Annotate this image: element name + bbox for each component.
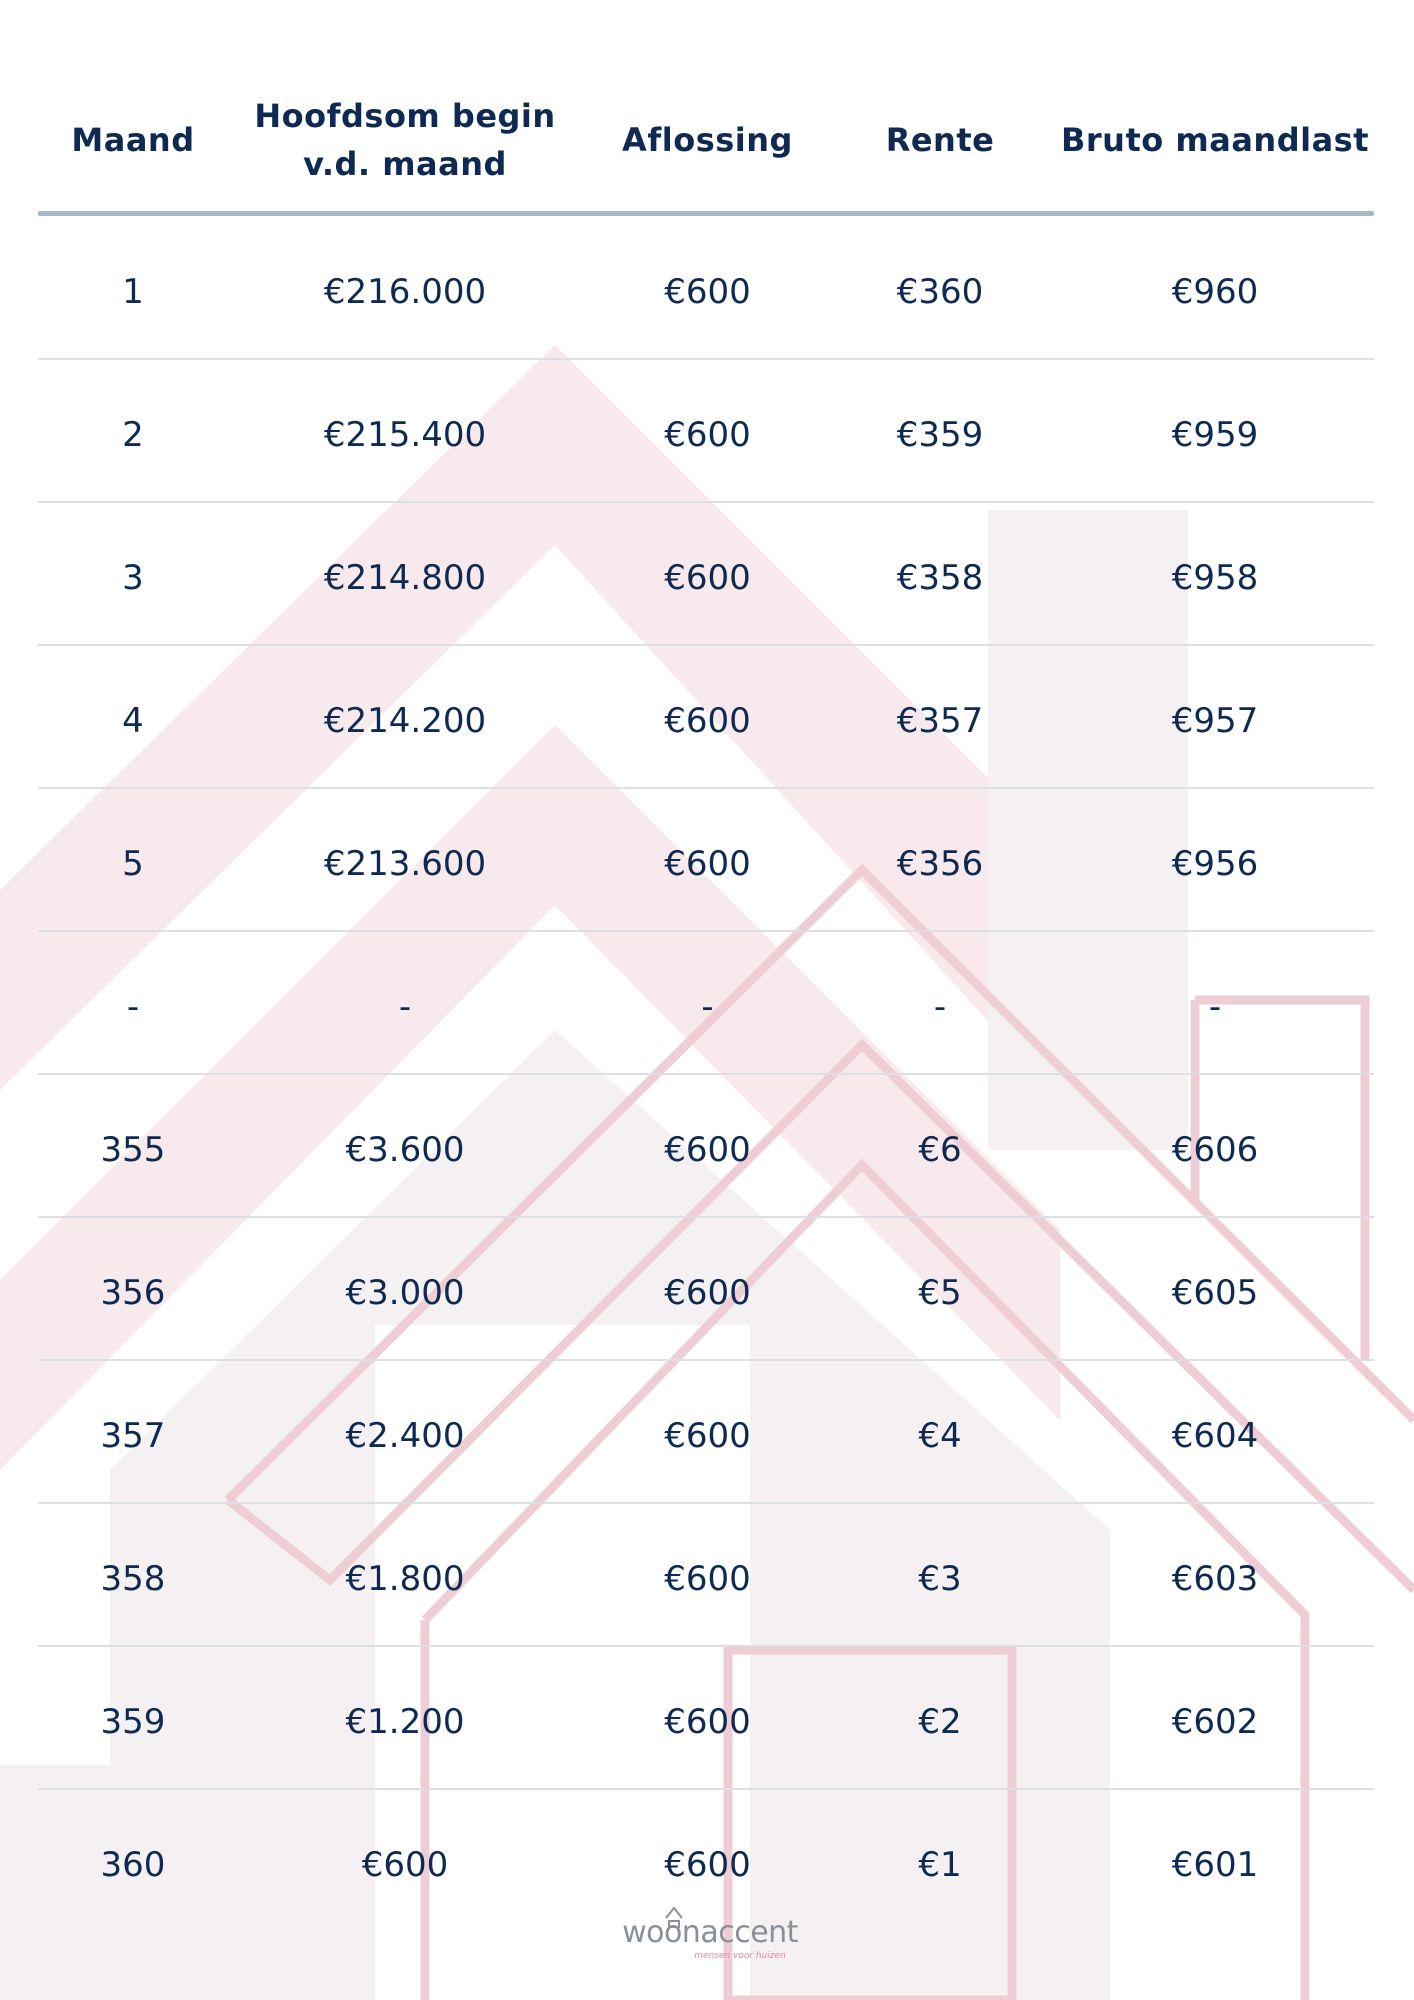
column-header-maand: Maand bbox=[71, 121, 195, 159]
row-divider bbox=[38, 930, 1374, 932]
cell-bruto-maandlast: €602 bbox=[1171, 1702, 1259, 1742]
row-divider bbox=[38, 1502, 1374, 1504]
cell-rente: €6 bbox=[918, 1130, 962, 1170]
row-divider bbox=[38, 1073, 1374, 1075]
cell-maand: 360 bbox=[100, 1845, 166, 1885]
cell-maand: - bbox=[126, 987, 140, 1027]
column-header-hoofdsom-line1: Hoofdsom begin bbox=[254, 97, 556, 135]
cell-hoofdsom: €214.200 bbox=[323, 701, 487, 741]
column-header-bruto-maandlast: Bruto maandlast bbox=[1061, 121, 1369, 159]
cell-hoofdsom: €1.800 bbox=[345, 1559, 465, 1599]
logo-wordmark: woonaccent bbox=[622, 1915, 798, 1950]
cell-maand: 3 bbox=[122, 558, 144, 598]
cell-aflossing: €600 bbox=[664, 1273, 751, 1313]
column-header-aflossing: Aflossing bbox=[622, 121, 793, 159]
cell-bruto-maandlast: €960 bbox=[1171, 272, 1259, 312]
cell-maand: 5 bbox=[122, 844, 144, 884]
column-header-hoofdsom-line2: v.d. maand bbox=[303, 145, 507, 183]
row-divider bbox=[38, 358, 1374, 360]
cell-hoofdsom: €1.200 bbox=[345, 1702, 465, 1742]
cell-bruto-maandlast: €959 bbox=[1171, 415, 1259, 455]
row-divider bbox=[38, 787, 1374, 789]
cell-bruto-maandlast: €958 bbox=[1171, 558, 1259, 598]
row-divider bbox=[38, 1359, 1374, 1361]
cell-maand: 358 bbox=[100, 1559, 166, 1599]
row-divider bbox=[38, 1645, 1374, 1647]
cell-aflossing: €600 bbox=[664, 1130, 751, 1170]
cell-aflossing: €600 bbox=[664, 701, 751, 741]
cell-aflossing: €600 bbox=[664, 844, 751, 884]
cell-maand: 1 bbox=[122, 272, 144, 312]
cell-hoofdsom: €215.400 bbox=[323, 415, 487, 455]
cell-rente: €359 bbox=[896, 415, 984, 455]
cell-bruto-maandlast: €604 bbox=[1171, 1416, 1259, 1456]
row-divider bbox=[38, 1216, 1374, 1218]
cell-hoofdsom: €216.000 bbox=[323, 272, 487, 312]
cell-maand: 355 bbox=[100, 1130, 166, 1170]
row-divider bbox=[38, 501, 1374, 503]
cell-aflossing: €600 bbox=[664, 415, 751, 455]
cell-rente: €358 bbox=[896, 558, 984, 598]
cell-aflossing: €600 bbox=[664, 1702, 751, 1742]
column-header-rente: Rente bbox=[885, 121, 995, 159]
logo-tagline: mensen voor huizen bbox=[694, 1951, 786, 1961]
cell-rente: €1 bbox=[918, 1845, 962, 1885]
cell-bruto-maandlast: €605 bbox=[1171, 1273, 1259, 1313]
cell-maand: 356 bbox=[100, 1273, 166, 1313]
house-logo-icon bbox=[662, 1906, 686, 1928]
header-divider bbox=[38, 211, 1374, 216]
cell-hoofdsom: €213.600 bbox=[323, 844, 487, 884]
cell-aflossing: €600 bbox=[664, 272, 751, 312]
cell-bruto-maandlast: €957 bbox=[1171, 701, 1259, 741]
cell-bruto-maandlast: €603 bbox=[1171, 1559, 1259, 1599]
cell-rente: €360 bbox=[896, 272, 984, 312]
cell-aflossing: €600 bbox=[664, 1845, 751, 1885]
cell-maand: 4 bbox=[122, 701, 144, 741]
cell-rente: €356 bbox=[896, 844, 984, 884]
cell-rente: €2 bbox=[918, 1702, 962, 1742]
cell-aflossing: - bbox=[701, 987, 714, 1027]
column-header-hoofdsom bbox=[240, 80, 570, 200]
cell-hoofdsom: €2.400 bbox=[345, 1416, 465, 1456]
cell-hoofdsom: €3.000 bbox=[345, 1273, 465, 1313]
cell-bruto-maandlast: - bbox=[1208, 987, 1222, 1027]
cell-maand: 357 bbox=[100, 1416, 166, 1456]
cell-aflossing: €600 bbox=[664, 558, 751, 598]
cell-bruto-maandlast: €601 bbox=[1171, 1845, 1259, 1885]
cell-hoofdsom: €3.600 bbox=[345, 1130, 465, 1170]
cell-hoofdsom: - bbox=[398, 987, 412, 1027]
cell-aflossing: €600 bbox=[664, 1559, 751, 1599]
row-divider bbox=[38, 1788, 1374, 1790]
cell-hoofdsom: €214.800 bbox=[323, 558, 487, 598]
cell-rente: - bbox=[933, 987, 947, 1027]
cell-hoofdsom: €600 bbox=[361, 1845, 449, 1885]
cell-aflossing: €600 bbox=[664, 1416, 751, 1456]
cell-bruto-maandlast: €606 bbox=[1171, 1130, 1259, 1170]
cell-bruto-maandlast: €956 bbox=[1171, 844, 1259, 884]
cell-rente: €5 bbox=[918, 1273, 962, 1313]
cell-rente: €4 bbox=[918, 1416, 962, 1456]
cell-rente: €357 bbox=[896, 701, 984, 741]
woonaccent-logo bbox=[620, 1916, 800, 1972]
cell-maand: 359 bbox=[100, 1702, 166, 1742]
cell-rente: €3 bbox=[918, 1559, 962, 1599]
row-divider bbox=[38, 644, 1374, 646]
cell-maand: 2 bbox=[122, 415, 144, 455]
